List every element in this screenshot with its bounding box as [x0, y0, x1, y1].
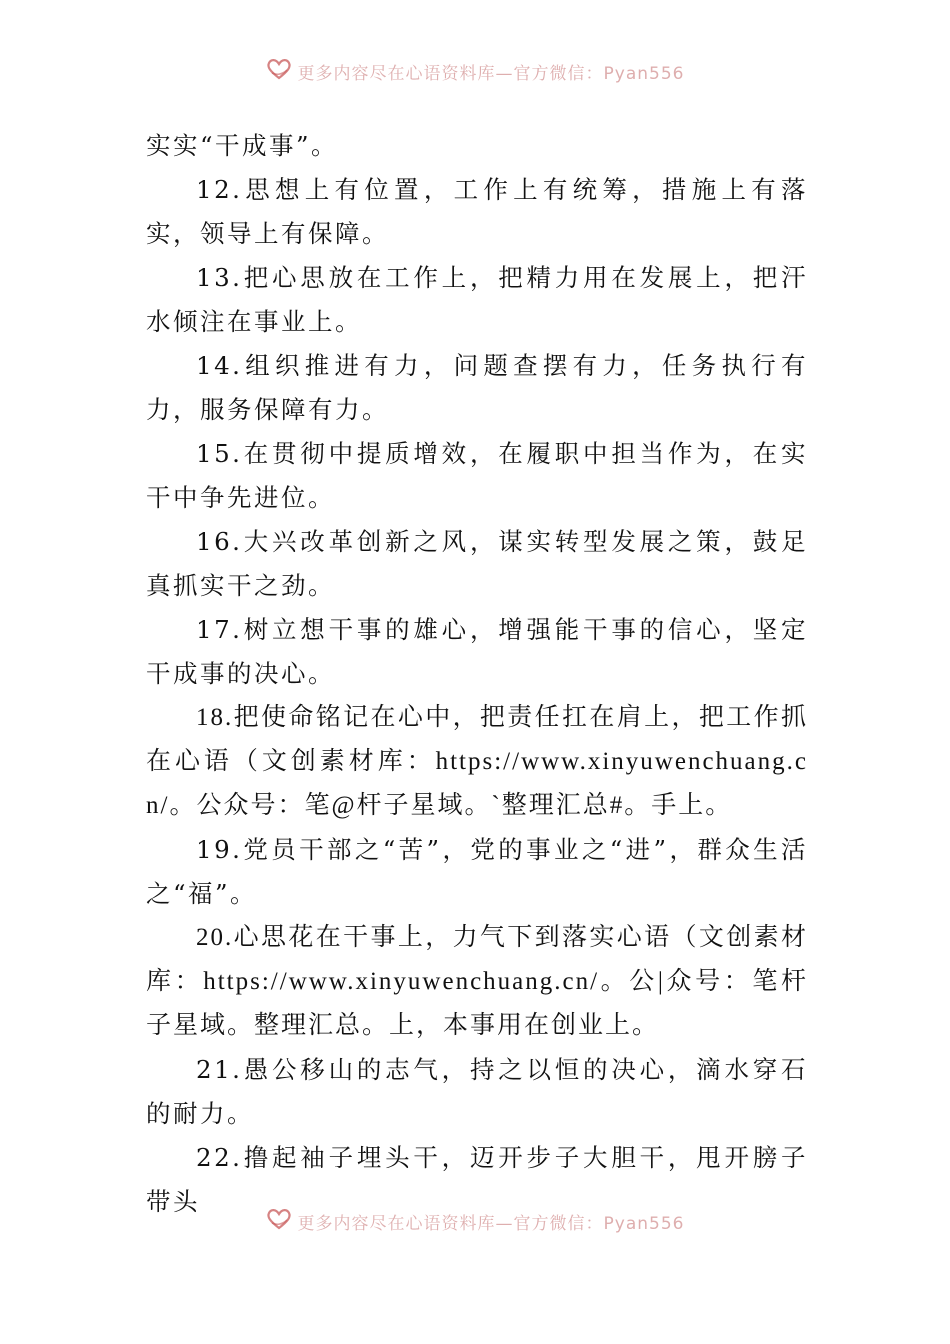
heart-logo-icon	[266, 58, 292, 85]
watermark-text: 更多内容尽在心语资料库—官方微信：Pyan556	[297, 1214, 685, 1234]
paragraph: 12.思想上有位置，工作上有统筹，措施上有落实，领导上有保障。	[146, 175, 808, 248]
heart-logo-icon	[266, 1208, 292, 1235]
paragraph: 22.撸起袖子埋头干，迈开步子大胆干，甩开膀子带头	[146, 1143, 808, 1216]
paragraph: 18.把使命铭记在心中，把责任扛在肩上，把工作抓在心语（文创素材库：https://www.xinyuwenchuang.cn/。公众号：笔@杆子星域。`整理汇总#。手上。	[146, 704, 808, 819]
paragraph: 20.心思花在干事上，力气下到落实心语（文创素材库：https://www.xinyuwenchuang.cn/。公|众号：笔杆子星域。整理汇总。上，本事用在创业上。	[146, 924, 808, 1039]
paragraph: 15.在贯彻中提质增效，在履职中担当作为，在实干中争先进位。	[146, 439, 808, 512]
paragraph: 16.大兴改革创新之风，谋实转型发展之策，鼓足真抓实干之劲。	[146, 527, 808, 600]
header-watermark	[0, 58, 950, 85]
paragraph: 13.把心思放在工作上，把精力用在发展上，把汗水倾注在事业上。	[146, 263, 808, 336]
document-body	[146, 124, 808, 1224]
paragraph: 19.党员干部之“苦”，党的事业之“进”，群众生活之“福”。	[146, 835, 808, 908]
paragraph: 17.树立想干事的雄心，增强能干事的信心，坚定干成事的决心。	[146, 615, 808, 688]
paragraph: 14.组织推进有力，问题查摆有力，任务执行有力，服务保障有力。	[146, 351, 808, 424]
footer-watermark	[0, 1208, 950, 1235]
watermark-text: 更多内容尽在心语资料库—官方微信：Pyan556	[297, 64, 685, 84]
paragraph: 21.愚公移山的志气，持之以恒的决心，滴水穿石的耐力。	[146, 1055, 808, 1128]
paragraph: 实实“干成事”。	[146, 131, 339, 160]
